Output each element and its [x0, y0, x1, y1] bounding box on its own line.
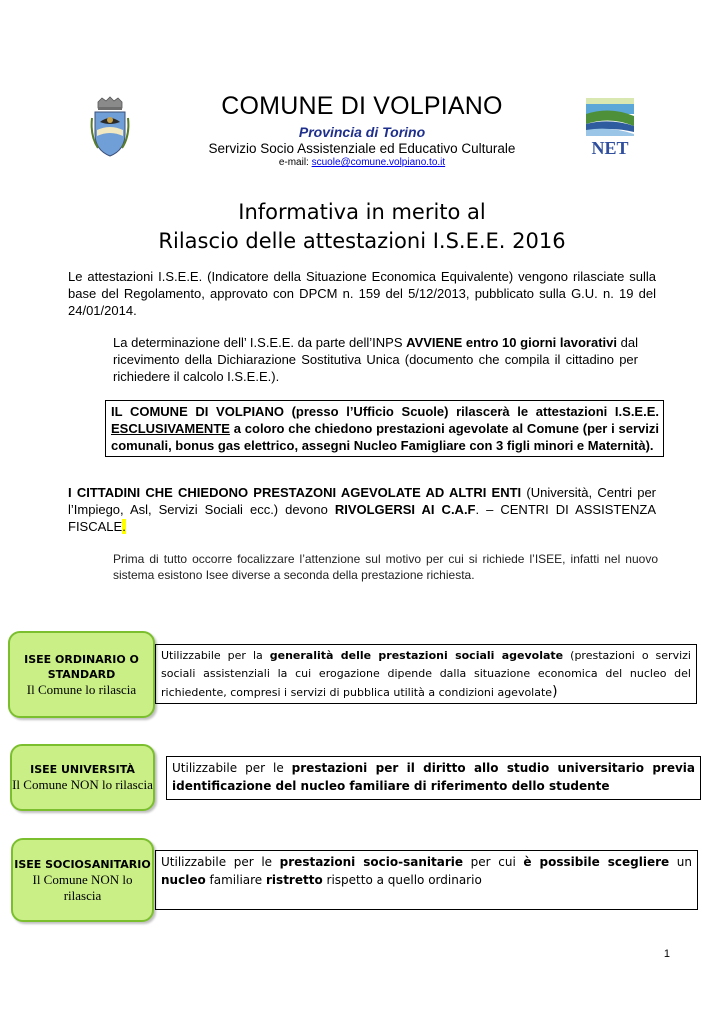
cittadini-bold: I CITTADINI CHE CHIEDONO PRESTAZONI AGEVOLATE AD ALTRI ENTI — [68, 485, 522, 500]
desc-closing-paren: ) — [552, 684, 558, 700]
desc-text-end: rispetto a quello ordinario — [322, 873, 482, 887]
desc-bold: generalità delle prestazioni sociali agevolate — [269, 649, 564, 662]
isee-ordinario-badge — [8, 631, 155, 718]
badge-title: ISEE ORDINARIO O STANDARD — [24, 652, 139, 681]
title-line-1: Informativa in merito al — [238, 200, 486, 224]
net-logo-icon — [582, 96, 638, 158]
inps-text-end: dal ricevimento della Dichiarazione Sostitutiva Unica (documento che compila il cittadino per richiedere il calcolo I.S.E.E.). — [113, 335, 638, 384]
caf-bold: RIVOLGERSI AI C.A.F — [334, 502, 476, 517]
badge-subtitle: Il Comune lo rilascia — [26, 681, 137, 697]
desc-bold: prestazioni per il diritto allo studio universitario previa identificazione del nucleo familiare di riferimento dello studente — [172, 761, 696, 793]
desc-text: Utilizzabile per le — [161, 855, 280, 869]
municipal-crest-icon — [90, 96, 130, 158]
desc-bold: nucleo — [161, 873, 206, 887]
comune-text-end: a coloro che chiedono prestazioni agevolate al Comune (per i servizi comunali, bonus gas elettrico, assegni Nucleo Famigliare con 3 figli minori e Maternità). — [111, 421, 659, 453]
desc-bold: è possibile scegliere — [523, 855, 670, 869]
email-line — [150, 157, 574, 168]
province-label: Provincia di Torino — [298, 124, 426, 140]
cittadini-paragraph — [68, 484, 656, 535]
isee-universita-badge — [10, 744, 155, 811]
cittadini-text-end: . – CENTRI DI ASSISTENZA FISCALE — [68, 502, 656, 534]
inps-paragraph — [113, 334, 638, 385]
prima-paragraph: Prima di tutto occorre focalizzare l’attenzione sul motivo per cui si richiede l’ISEE, infatti nel nuovo sistema esistono Isee diverse a seconda della prestazione richiesta. — [113, 552, 658, 582]
org-title: COMUNE DI VOLPIANO — [221, 92, 503, 120]
page-number: 1 — [663, 948, 670, 960]
isee-sociosanitario-badge — [11, 838, 154, 922]
intro-paragraph: Le attestazioni I.S.E.E. (Indicatore della Situazione Economica Equivalente) vengono rilasciate sulla base del Regolamento, approvato con DPCM n. 159 del 5/12/2013, pubblicato sulla G.U. n. 19 del 24/01/2014. — [68, 269, 656, 318]
desc-bold: ristretto — [266, 873, 323, 887]
title-line-2: Rilascio delle attestazioni I.S.E.E. 2016 — [158, 229, 566, 253]
desc-bold: prestazioni socio-sanitarie — [279, 855, 464, 869]
badge-title: ISEE UNIVERSITÀ — [30, 763, 135, 776]
badge-title: ISEE SOCIOSANITARIO — [14, 857, 151, 871]
service-label: Servizio Socio Assistenziale ed Educativo Culturale — [208, 141, 516, 156]
email-label: e-mail: — [278, 157, 309, 168]
comune-text: IL COMUNE DI VOLPIANO (presso l’Ufficio Scuole) rilascerà le attestazioni I.S.E.E. — [111, 404, 659, 419]
badge-subtitle: Il Comune NON lo rilascia — [12, 777, 153, 792]
inps-bold: AVVIENE entro 10 giorni lavorativi — [406, 335, 617, 350]
isee-universita-description — [166, 756, 701, 800]
comune-notice-box — [105, 400, 664, 457]
document-title — [100, 198, 624, 256]
email-link[interactable]: scuole@comune.volpiano.to.it — [311, 157, 446, 168]
desc-text: Utilizzabile per la — [161, 649, 270, 662]
highlight-mark: . — [122, 519, 126, 534]
desc-text: Utilizzabile per le — [172, 761, 292, 775]
net-logo-text: NET — [591, 138, 629, 158]
desc-text: un — [669, 855, 692, 869]
exclusively-underlined: ESCLUSIVAMENTE — [111, 421, 230, 436]
cittadini-text: (Università, Centri per l’Impiego, Asl, Servizi Sociali ecc.) devono — [68, 485, 657, 517]
desc-text-end: (prestazioni o servizi sociali assistenziali la cui erogazione dipende dalla situazione economica del nucleo del richiedente, compresi i servizi di pubblica utilità a condizioni agevolate — [161, 649, 691, 699]
desc-text: per cui — [463, 855, 524, 869]
isee-ordinario-description — [155, 644, 697, 704]
inps-text: La determinazione dell’ I.S.E.E. da parte dell’INPS — [113, 335, 407, 350]
badge-subtitle: Il Comune NON lo rilascia — [32, 871, 133, 903]
isee-sociosanitario-description — [155, 850, 698, 910]
desc-text: familiare — [205, 873, 267, 887]
